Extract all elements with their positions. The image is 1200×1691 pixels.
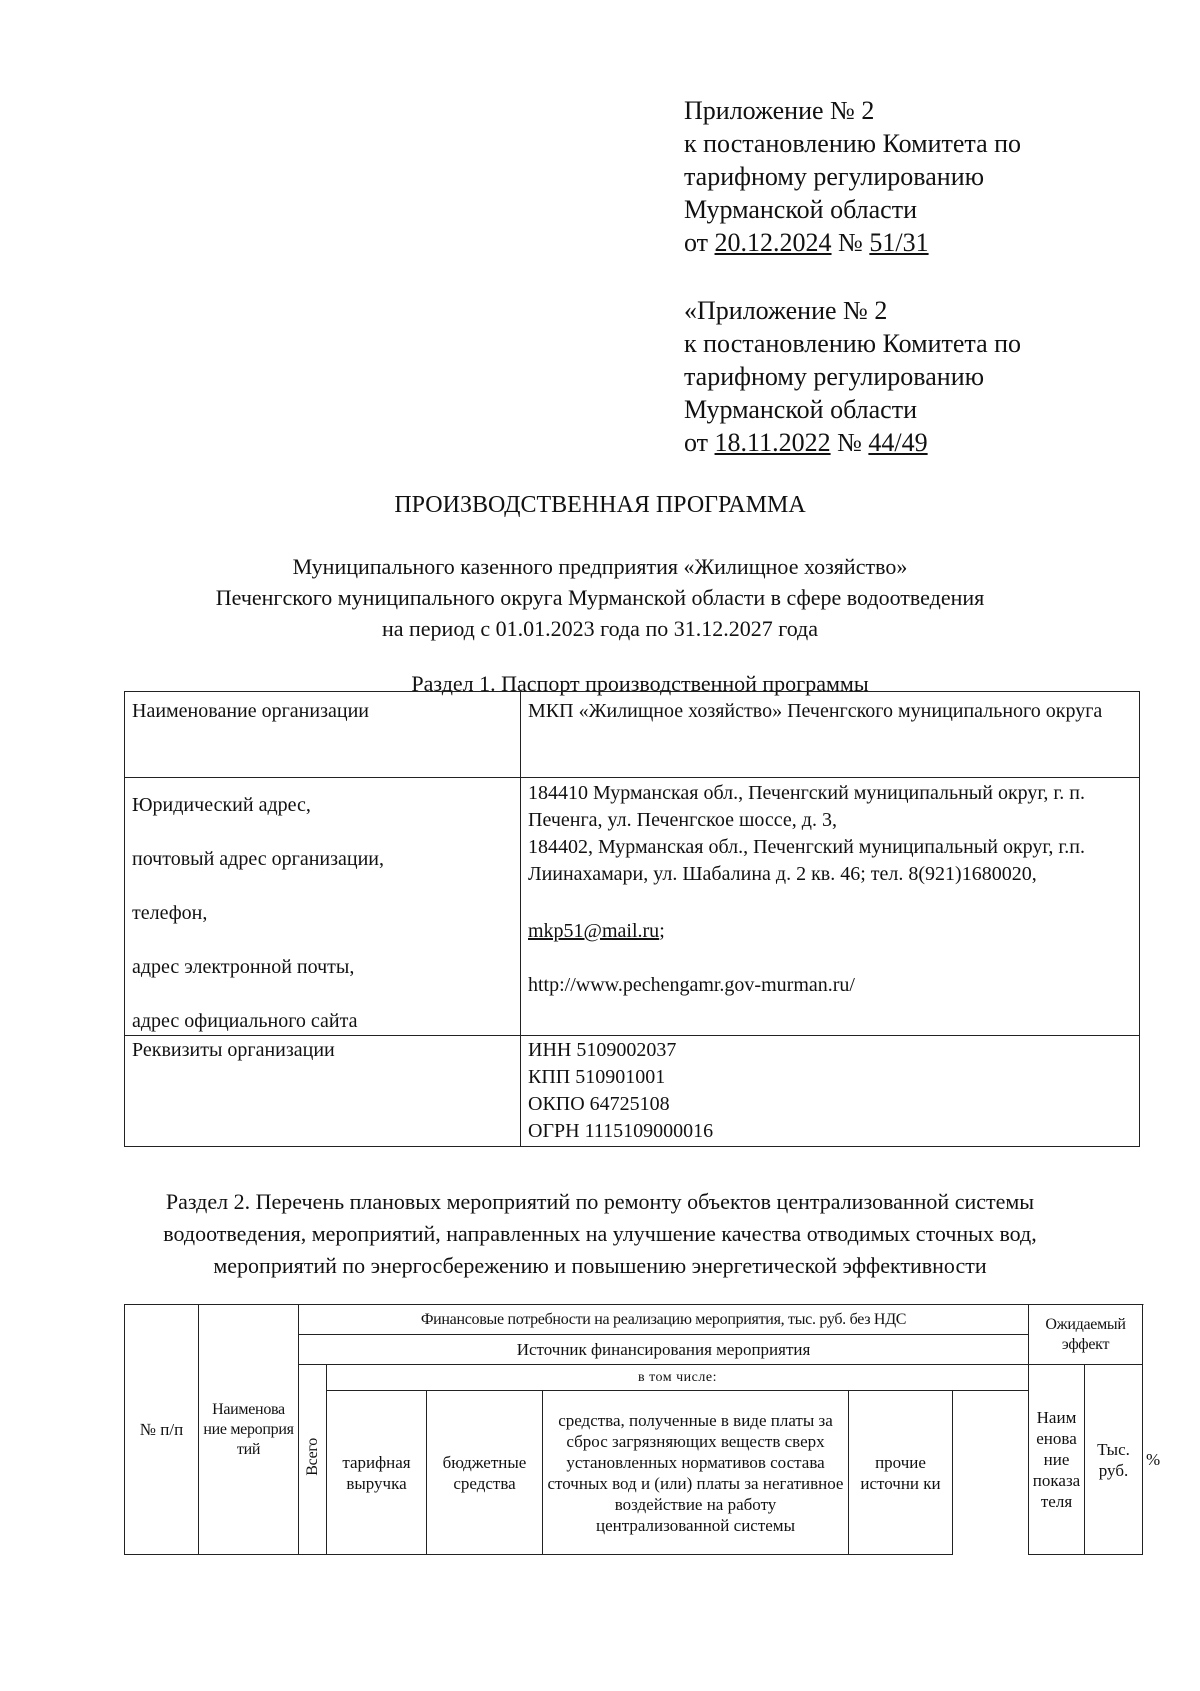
postal-address-label: почтовый адрес организации, <box>132 848 384 870</box>
website-label: адрес официального сайта <box>132 1010 358 1032</box>
kpp-value: КПП 510901001 <box>528 1066 666 1088</box>
subtitle-line2: Печенгского муниципального округа Мурманской области в сфере водоотведения <box>215 585 985 610</box>
subtitle-line1: Муниципального казенного предприятия «Жилищное хозяйство» <box>292 554 908 579</box>
header-previous <box>684 294 1124 459</box>
spacer <box>528 888 1132 918</box>
header-previous-line3: тарифному регулированию <box>684 362 985 391</box>
header-expected-effect: Ожидаемый эффект <box>1029 1305 1143 1365</box>
okpo-value: ОКПО 64725108 <box>528 1093 670 1115</box>
email-line: mkp51@mail.ru; <box>528 920 665 942</box>
subtitle-line3: на период с 01.01.2023 года по 31.12.2027 года <box>381 616 819 641</box>
header-current-date-line: от 20.12.2024 № 51/31 <box>684 228 929 257</box>
section2-title-line2: водоотведения, мероприятий, направленных на улучшение качества отводимых сточных вод, <box>163 1221 1037 1246</box>
header-num: № п/п <box>125 1305 199 1555</box>
header-total: Всего <box>303 1438 321 1476</box>
email-link[interactable]: mkp51@mail.ru <box>528 920 660 942</box>
table-row <box>125 692 1140 778</box>
header-pollution-funds: средства, полученные в виде платы за сброс загрязняющих веществ сверх установленных нормативов состава сточных вод и (или) платы за негативное воздействие на работу централизованной системы <box>543 1391 849 1555</box>
section2-title-line1: Раздел 2. Перечень плановых мероприятий по ремонту объектов централизованной системы <box>165 1189 1035 1214</box>
header-indicator-name: Наим енова ние показа теля <box>1029 1365 1085 1555</box>
header-previous-line1: «Приложение № 2 <box>684 296 888 325</box>
events-table <box>124 1304 1161 1555</box>
header-budget-funds: бюджетные средства <box>427 1391 543 1555</box>
requisites-values <box>521 1036 1140 1147</box>
legal-address-value: 184410 Мурманская обл., Печенгский муниципальный округ, г. п. Печенга, ул. Печенгское шоссе, д. 3, <box>528 782 1085 831</box>
ogrn-value: ОГРН 1115109000016 <box>528 1120 714 1142</box>
header-thousand-rub: Тыс. руб. <box>1085 1365 1143 1555</box>
table-row <box>125 778 1140 1036</box>
contacts-values <box>521 778 1140 1036</box>
requisites-label: Реквизиты организации <box>125 1036 521 1147</box>
header-previous-line2: к постановлению Комитета по <box>684 329 1022 358</box>
section2-title <box>0 1186 1200 1282</box>
table-row <box>125 1036 1140 1147</box>
org-name-value: МКП «Жилищное хозяйство» Печенгского муниципального округа <box>521 692 1140 778</box>
spacer <box>528 945 1132 972</box>
header-previous-date: 18.11.2022 <box>714 428 831 457</box>
passport-table <box>124 691 1140 1147</box>
header-current-number: 51/31 <box>869 228 929 257</box>
document-subtitle <box>0 551 1200 644</box>
header-current-date: 20.12.2024 <box>714 228 832 257</box>
document-title: ПРОИЗВОДСТВЕННАЯ ПРОГРАММА <box>394 492 806 518</box>
table-row <box>125 1305 1143 1335</box>
org-name-label: Наименование организации <box>125 692 521 778</box>
header-funding-source: Источник финансирования мероприятия <box>299 1335 1029 1365</box>
phone-label: телефон, <box>132 902 208 924</box>
header-current-line1: Приложение № 2 <box>684 96 875 125</box>
header-other-sources: прочие источни ки <box>849 1391 953 1555</box>
header-previous-date-line: от 18.11.2022 № 44/49 <box>684 428 928 457</box>
website-value[interactable]: http://www.pechengamr.gov-murman.ru/ <box>528 974 855 996</box>
header-current <box>684 94 1124 259</box>
section1-title: Раздел 1. Паспорт производственной программы <box>411 671 869 696</box>
header-current-line2: к постановлению Комитета по <box>684 129 1022 158</box>
header-tariff-revenue: тарифная выручка <box>327 1391 427 1555</box>
legal-address-label: Юридический адрес, <box>132 794 311 816</box>
section2-title-line3: мероприятий по энергосбережению и повышению энергетической эффективности <box>213 1253 987 1278</box>
header-previous-line4: Мурманской области <box>684 395 917 424</box>
contacts-labels <box>125 778 521 1036</box>
header-event-name: Наименова ние мероприя тий <box>199 1305 299 1555</box>
inn-value: ИНН 5109002037 <box>528 1039 677 1061</box>
postal-address-value: 184402, Мурманская обл., Печенгский муниципальный округ, г.п. Лиинахамари, ул. Шабалина д. 2 кв. 46; тел. 8(921)1680020, <box>528 836 1085 885</box>
header-current-line3: тарифному регулированию <box>684 162 985 191</box>
header-total-cell <box>299 1365 327 1555</box>
email-label: адрес электронной почты, <box>132 956 355 978</box>
header-previous-number: 44/49 <box>868 428 928 457</box>
header-finance-needs: Финансовые потребности на реализацию мероприятия, тыс. руб. без НДС <box>299 1305 1029 1335</box>
table-row: Всего в том числе: Наим енова ние показа теля Тыс. руб. % <box>125 1365 1143 1391</box>
header-including: в том числе: <box>327 1365 1029 1391</box>
header-current-line4: Мурманской области <box>684 195 917 224</box>
